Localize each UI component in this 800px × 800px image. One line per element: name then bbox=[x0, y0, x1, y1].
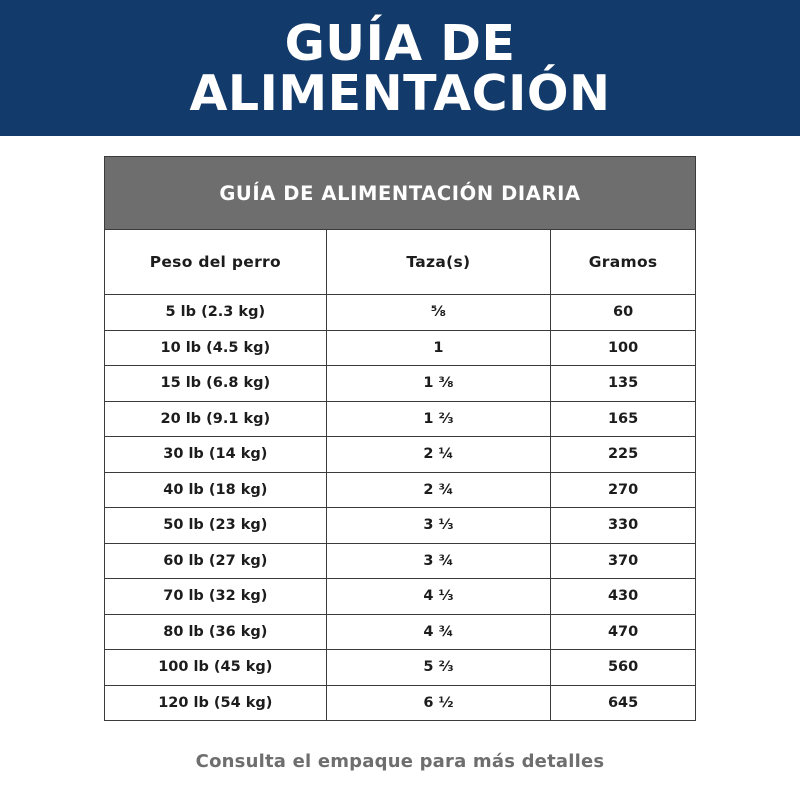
cell-weight: 80 lb (36 kg) bbox=[105, 614, 327, 650]
table-title: GUÍA DE ALIMENTACIÓN DIARIA bbox=[105, 157, 696, 230]
feeding-table-wrapper bbox=[104, 156, 696, 721]
cell-cups: 5 ⅔ bbox=[326, 650, 551, 686]
cell-cups: 1 bbox=[326, 330, 551, 366]
header-banner bbox=[0, 0, 800, 136]
table-row bbox=[105, 579, 696, 615]
cell-cups: 1 ⅔ bbox=[326, 401, 551, 437]
table-body bbox=[105, 295, 696, 721]
cell-weight: 15 lb (6.8 kg) bbox=[105, 366, 327, 402]
cell-grams: 330 bbox=[551, 508, 696, 544]
cell-weight: 20 lb (9.1 kg) bbox=[105, 401, 327, 437]
cell-weight: 5 lb (2.3 kg) bbox=[105, 295, 327, 331]
header-title-line-1: GUÍA DE bbox=[284, 14, 516, 72]
table-header-row bbox=[105, 230, 696, 295]
table-row bbox=[105, 508, 696, 544]
cell-grams: 470 bbox=[551, 614, 696, 650]
column-header-grams: Gramos bbox=[551, 230, 696, 295]
cell-cups: 4 ¾ bbox=[326, 614, 551, 650]
daily-feeding-table bbox=[104, 156, 696, 721]
cell-grams: 560 bbox=[551, 650, 696, 686]
table-row bbox=[105, 401, 696, 437]
cell-grams: 430 bbox=[551, 579, 696, 615]
cell-weight: 40 lb (18 kg) bbox=[105, 472, 327, 508]
cell-grams: 60 bbox=[551, 295, 696, 331]
column-header-cups: Taza(s) bbox=[326, 230, 551, 295]
cell-grams: 225 bbox=[551, 437, 696, 473]
cell-weight: 10 lb (4.5 kg) bbox=[105, 330, 327, 366]
cell-weight: 100 lb (45 kg) bbox=[105, 650, 327, 686]
cell-weight: 30 lb (14 kg) bbox=[105, 437, 327, 473]
table-title-row bbox=[105, 157, 696, 230]
cell-cups: 1 ⅜ bbox=[326, 366, 551, 402]
cell-cups: 3 ⅓ bbox=[326, 508, 551, 544]
cell-cups: 2 ¼ bbox=[326, 437, 551, 473]
header-title-line-2: ALIMENTACIÓN bbox=[189, 65, 611, 122]
cell-grams: 135 bbox=[551, 366, 696, 402]
table-row bbox=[105, 295, 696, 331]
column-header-weight: Peso del perro bbox=[105, 230, 327, 295]
cell-cups: 3 ¾ bbox=[326, 543, 551, 579]
cell-cups: 4 ⅓ bbox=[326, 579, 551, 615]
cell-cups: 2 ¾ bbox=[326, 472, 551, 508]
cell-grams: 370 bbox=[551, 543, 696, 579]
cell-weight: 60 lb (27 kg) bbox=[105, 543, 327, 579]
cell-cups: 6 ½ bbox=[326, 685, 551, 721]
table-row bbox=[105, 543, 696, 579]
cell-weight: 70 lb (32 kg) bbox=[105, 579, 327, 615]
table-row bbox=[105, 330, 696, 366]
table-row bbox=[105, 650, 696, 686]
cell-grams: 645 bbox=[551, 685, 696, 721]
cell-cups: ⅝ bbox=[326, 295, 551, 331]
footer-note: Consulta el empaque para más detalles bbox=[195, 751, 605, 772]
cell-grams: 100 bbox=[551, 330, 696, 366]
cell-weight: 120 lb (54 kg) bbox=[105, 685, 327, 721]
table-row bbox=[105, 472, 696, 508]
table-row bbox=[105, 366, 696, 402]
cell-grams: 270 bbox=[551, 472, 696, 508]
table-row bbox=[105, 685, 696, 721]
cell-grams: 165 bbox=[551, 401, 696, 437]
table-row bbox=[105, 437, 696, 473]
cell-weight: 50 lb (23 kg) bbox=[105, 508, 327, 544]
table-row bbox=[105, 614, 696, 650]
